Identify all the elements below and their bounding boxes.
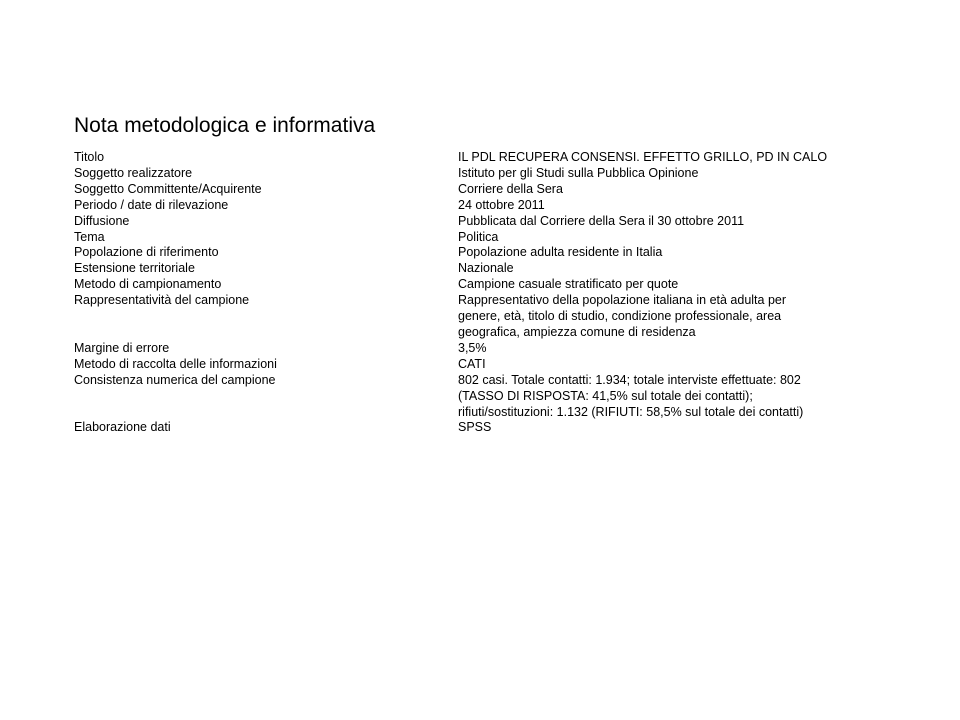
table-row xyxy=(74,261,894,277)
row-label-margine-errore: Margine di errore xyxy=(74,340,170,355)
row-label-popolazione: Popolazione di riferimento xyxy=(74,245,219,260)
table-row xyxy=(74,150,894,166)
row-label-elaborazione: Elaborazione dati xyxy=(74,420,171,435)
table-row xyxy=(74,214,894,230)
row-label-committente: Soggetto Committente/Acquirente xyxy=(74,181,262,196)
table-row xyxy=(74,277,894,293)
table-row xyxy=(74,230,894,246)
table-row xyxy=(74,198,894,214)
table-row xyxy=(74,293,894,341)
row-value-committente: Corriere della Sera xyxy=(458,181,563,196)
row-label-estensione: Estensione territoriale xyxy=(74,261,195,276)
row-label-consistenza: Consistenza numerica del campione xyxy=(74,372,276,387)
table-row xyxy=(74,420,894,436)
row-label-tema: Tema xyxy=(74,229,105,244)
row-value-metodo-raccolta: CATI xyxy=(458,356,486,371)
table-row xyxy=(74,373,894,421)
row-value-periodo: 24 ottobre 2011 xyxy=(458,197,545,212)
row-label-soggetto-realizzatore: Soggetto realizzatore xyxy=(74,165,193,180)
row-value-popolazione: Popolazione adulta residente in Italia xyxy=(458,245,663,260)
row-value-metodo-campionamento: Campione casuale stratificato per quote xyxy=(458,277,679,292)
table-row xyxy=(74,182,894,198)
row-value-tema: Politica xyxy=(458,229,499,244)
row-value-soggetto-realizzatore: Istituto per gli Studi sulla Pubblica Opinione xyxy=(458,165,699,180)
row-label-rappresentativita: Rappresentatività del campione xyxy=(74,293,250,308)
row-label-diffusione: Diffusione xyxy=(74,213,130,228)
methodology-table xyxy=(74,150,894,436)
page-title: Nota metodologica e informativa xyxy=(74,114,376,137)
table-row xyxy=(74,166,894,182)
row-value-titolo: IL PDL RECUPERA CONSENSI. EFFETTO GRILLO, PD IN CALO xyxy=(458,150,828,164)
row-label-titolo: Titolo xyxy=(74,150,105,164)
row-label-metodo-raccolta: Metodo di raccolta delle informazioni xyxy=(74,356,277,371)
row-value-margine-errore: 3,5% xyxy=(458,340,487,355)
row-value-rappresentativita: Rappresentativo della popolazione italiana in età adulta per genere, età, titolo di studio, condizione professionale, area geografica, ampiezza comune di residenza xyxy=(458,293,787,339)
row-label-periodo: Periodo / date di rilevazione xyxy=(74,197,229,212)
row-value-consistenza: 802 casi. Totale contatti: 1.934; totale interviste effettuate: 802 (TASSO DI RISPOSTA: 41,5% sul totale dei contatti); rifiuti/sostituzioni: 1.132 (RIFIUTI: 58,5% sul totale dei contatti) xyxy=(458,372,804,419)
row-value-estensione: Nazionale xyxy=(458,261,514,276)
table-row xyxy=(74,341,894,357)
row-label-metodo-campionamento: Metodo di campionamento xyxy=(74,277,222,292)
row-value-elaborazione: SPSS xyxy=(458,420,492,435)
row-value-diffusione: Pubblicata dal Corriere della Sera il 30 ottobre 2011 xyxy=(458,213,745,228)
table-row xyxy=(74,357,894,373)
table-row xyxy=(74,245,894,261)
